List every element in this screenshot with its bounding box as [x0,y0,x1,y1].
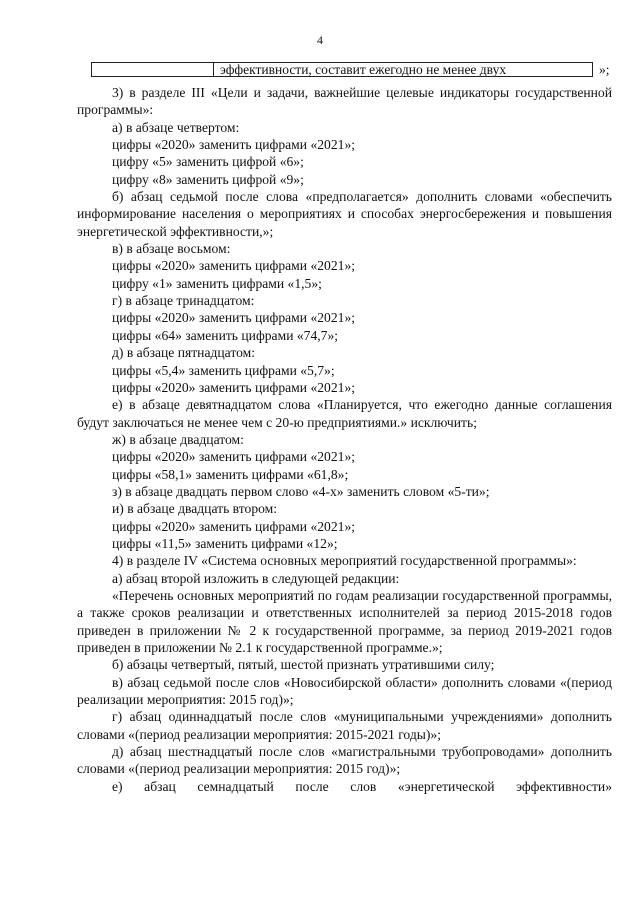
page-number: 4 [317,33,323,47]
document-body [77,84,612,795]
paragraph: д) в абзаце пятнадцатом: [112,345,256,361]
paragraph: г) абзац одиннадцатый после слов «муниципальными учреждениями» дополнить словами «(период реализации мероприятия: 2015-2021 годы)»; [77,709,612,742]
paragraph: б) абзацы четвертый, пятый, шестой признать утратившими силу; [112,657,495,673]
paragraph: цифры «58,1» заменить цифрами «61,8»; [112,466,349,482]
table-fragment [91,62,619,77]
paragraph: цифру «8» заменить цифрой «9»; [112,171,304,187]
paragraph: 3) в разделе III «Цели и задачи, важнейшие целевые индикаторы государственной программы»: [77,85,612,118]
paragraph: «Перечень основных мероприятий по годам реализации государственной программы, а также сроков реализации и ответственных исполнителей за период 2015-2018 годов приведен в приложении № 2 к государственной программе, за период 2019-2021 годов приведен в приложении № 2.1 к государственной программе.»; [77,587,612,655]
paragraph: б) абзац седьмой после слова «предполагается» дополнить словами «обеспечить информирование населения о мероприятиях и способах энергосбережения и повышения энергетической эффективности,»; [77,189,612,239]
table-cell-text: эффективности, составит ежегодно не менее двух [213,62,593,77]
paragraph: цифры «2020» заменить цифрами «2021»; [112,310,356,326]
paragraph: цифры «11,5» заменить цифрами «12»; [112,535,338,551]
paragraph: в) в абзаце восьмом: [112,241,231,257]
paragraph: цифры «2020» заменить цифрами «2021»; [112,137,356,153]
paragraph: а) абзац второй изложить в следующей редакции: [112,570,400,586]
paragraph: цифры «5,4» заменить цифрами «5,7»; [112,362,335,378]
paragraph: е) абзац семнадцатый после слов «энергетической эффективности» [112,778,612,794]
table-closing-quote: »; [599,62,610,77]
paragraph: в) абзац седьмой после слов «Новосибирской области» дополнить словами «(период реализации мероприятия: 2015 год)»; [77,674,612,708]
paragraph: 4) в разделе IV «Система основных мероприятий государственной программы»: [112,553,577,569]
table-cell-left [91,62,214,77]
paragraph: цифры «2020» заменить цифрами «2021»; [112,449,356,465]
paragraph: и) в абзаце двадцать втором: [112,501,278,517]
paragraph: а) в абзаце четвертом: [112,119,240,135]
paragraph: ж) в абзаце двадцатом: [112,431,244,447]
paragraph: цифру «1» заменить цифрами «1,5»; [112,275,322,291]
paragraph: г) в абзаце тринадцатом: [112,293,255,309]
paragraph: цифры «64» заменить цифрами «74,7»; [112,327,339,343]
paragraph: цифру «5» заменить цифрой «6»; [112,154,304,170]
paragraph: з) в абзаце двадцать первом слово «4-х» заменить словом «5-ти»; [112,483,490,499]
paragraph: цифры «2020» заменить цифрами «2021»; [112,518,356,534]
paragraph: цифры «2020» заменить цифрами «2021»; [112,379,356,395]
paragraph: цифры «2020» заменить цифрами «2021»; [112,258,356,274]
paragraph: д) абзац шестнадцатый после слов «магистральными трубопроводами» дополнить словами «(период реализации мероприятия: 2015 год)»; [77,744,612,777]
paragraph: е) в абзаце девятнадцатом слова «Планируется, что ежегодно данные соглашения будут заключаться не менее чем с 20-ю предприятиями.» исключить; [77,397,612,430]
